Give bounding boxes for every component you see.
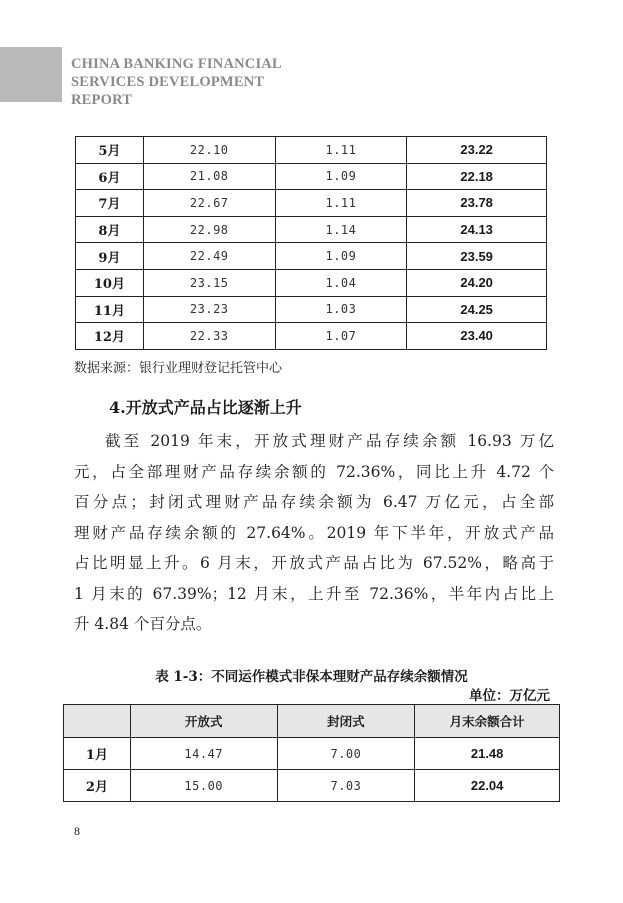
- open-value-cell: 22.33: [143, 323, 275, 350]
- data-source-note: 数据来源：银行业理财登记托管中心: [74, 361, 283, 376]
- open-value-cell: 22.49: [143, 243, 275, 270]
- table-caption: 表 1-3：不同运作模式非保本理财产品存续余额情况: [155, 669, 468, 685]
- open-value-cell: 14.47: [130, 738, 277, 770]
- month-cell: 2月: [64, 770, 131, 802]
- month-cell: 5月: [76, 137, 144, 164]
- total-value-cell: 22.04: [415, 770, 560, 802]
- report-title-line: SERVICES DEVELOPMENT: [71, 74, 265, 90]
- month-cell: 11月: [76, 296, 144, 323]
- page-number: 8: [74, 824, 80, 838]
- table-row: [64, 738, 560, 770]
- total-value-cell: 23.40: [407, 323, 547, 350]
- paragraph-line: 理财产品存续余额的 27.64%。2019 年下半年，开放式产品: [74, 523, 554, 542]
- paragraph-line: 升 4.84 个百分点。: [74, 615, 212, 633]
- header-cell: 月末余额合计: [415, 705, 560, 738]
- report-title-line: REPORT: [71, 92, 133, 108]
- closed-value-cell: 7.03: [277, 770, 415, 802]
- month-cell: 9月: [76, 243, 144, 270]
- open-value-cell: 23.15: [143, 269, 275, 296]
- closed-value-cell: 1.07: [275, 323, 407, 350]
- table-row: [76, 323, 547, 350]
- paragraph-line: 元，占全部理财产品存续余额的 72.36%，同比上升 4.72 个: [74, 462, 554, 481]
- total-value-cell: 23.22: [407, 137, 547, 164]
- open-value-cell: 15.00: [130, 770, 277, 802]
- paragraph-line: 截至 2019 年末，开放式理财产品存续余额 16.93 万亿: [105, 432, 554, 450]
- table-unit-label: 单位：万亿元: [469, 688, 550, 704]
- open-value-cell: 22.67: [143, 190, 275, 217]
- paragraph-line: 1 月末的 67.39%；12 月末，上升至 72.36%，半年内占比上: [74, 584, 554, 603]
- table-row: [76, 163, 547, 190]
- month-cell: 8月: [76, 216, 144, 243]
- total-value-cell: 24.13: [407, 216, 547, 243]
- header-cell: [64, 705, 131, 738]
- paragraph-line: 占比明显上升。6 月末，开放式产品占比为 67.52%，略高于: [74, 554, 554, 572]
- operation-mode-table: [63, 704, 560, 802]
- header-gray-block: [0, 47, 62, 102]
- month-cell: 6月: [76, 163, 144, 190]
- body-paragraph: [74, 426, 554, 640]
- closed-value-cell: 1.09: [275, 163, 407, 190]
- report-title: [71, 55, 331, 109]
- report-title-line: CHINA BANKING FINANCIAL: [71, 56, 282, 72]
- closed-value-cell: 1.11: [275, 190, 407, 217]
- table-row: [76, 269, 547, 296]
- open-value-cell: 23.23: [143, 296, 275, 323]
- total-value-cell: 24.20: [407, 269, 547, 296]
- total-value-cell: 23.78: [407, 190, 547, 217]
- total-value-cell: 21.48: [415, 738, 560, 770]
- closed-value-cell: 1.03: [275, 296, 407, 323]
- table-row: [76, 243, 547, 270]
- closed-value-cell: 7.00: [277, 738, 415, 770]
- month-cell: 12月: [76, 323, 144, 350]
- table-row: [76, 216, 547, 243]
- open-value-cell: 22.10: [143, 137, 275, 164]
- header-cell: 开放式: [130, 705, 277, 738]
- table-row: [64, 770, 560, 802]
- total-value-cell: 22.18: [407, 163, 547, 190]
- month-cell: 1月: [64, 738, 131, 770]
- month-cell: 10月: [76, 269, 144, 296]
- closed-value-cell: 1.09: [275, 243, 407, 270]
- open-value-cell: 22.98: [143, 216, 275, 243]
- table-row: [76, 296, 547, 323]
- table-header-row: [64, 705, 560, 738]
- closed-value-cell: 1.11: [275, 137, 407, 164]
- closed-value-cell: 1.04: [275, 269, 407, 296]
- paragraph-line: 百分点；封闭式理财产品存续余额为 6.47 万亿元，占全部: [74, 493, 554, 511]
- monthly-balance-table: [75, 136, 547, 350]
- closed-value-cell: 1.14: [275, 216, 407, 243]
- table-row: [76, 190, 547, 217]
- total-value-cell: 23.59: [407, 243, 547, 270]
- table-row: [76, 137, 547, 164]
- section-heading: 4.开放式产品占比逐渐上升: [109, 398, 302, 417]
- header-cell: 封闭式: [277, 705, 415, 738]
- open-value-cell: 21.08: [143, 163, 275, 190]
- month-cell: 7月: [76, 190, 144, 217]
- total-value-cell: 24.25: [407, 296, 547, 323]
